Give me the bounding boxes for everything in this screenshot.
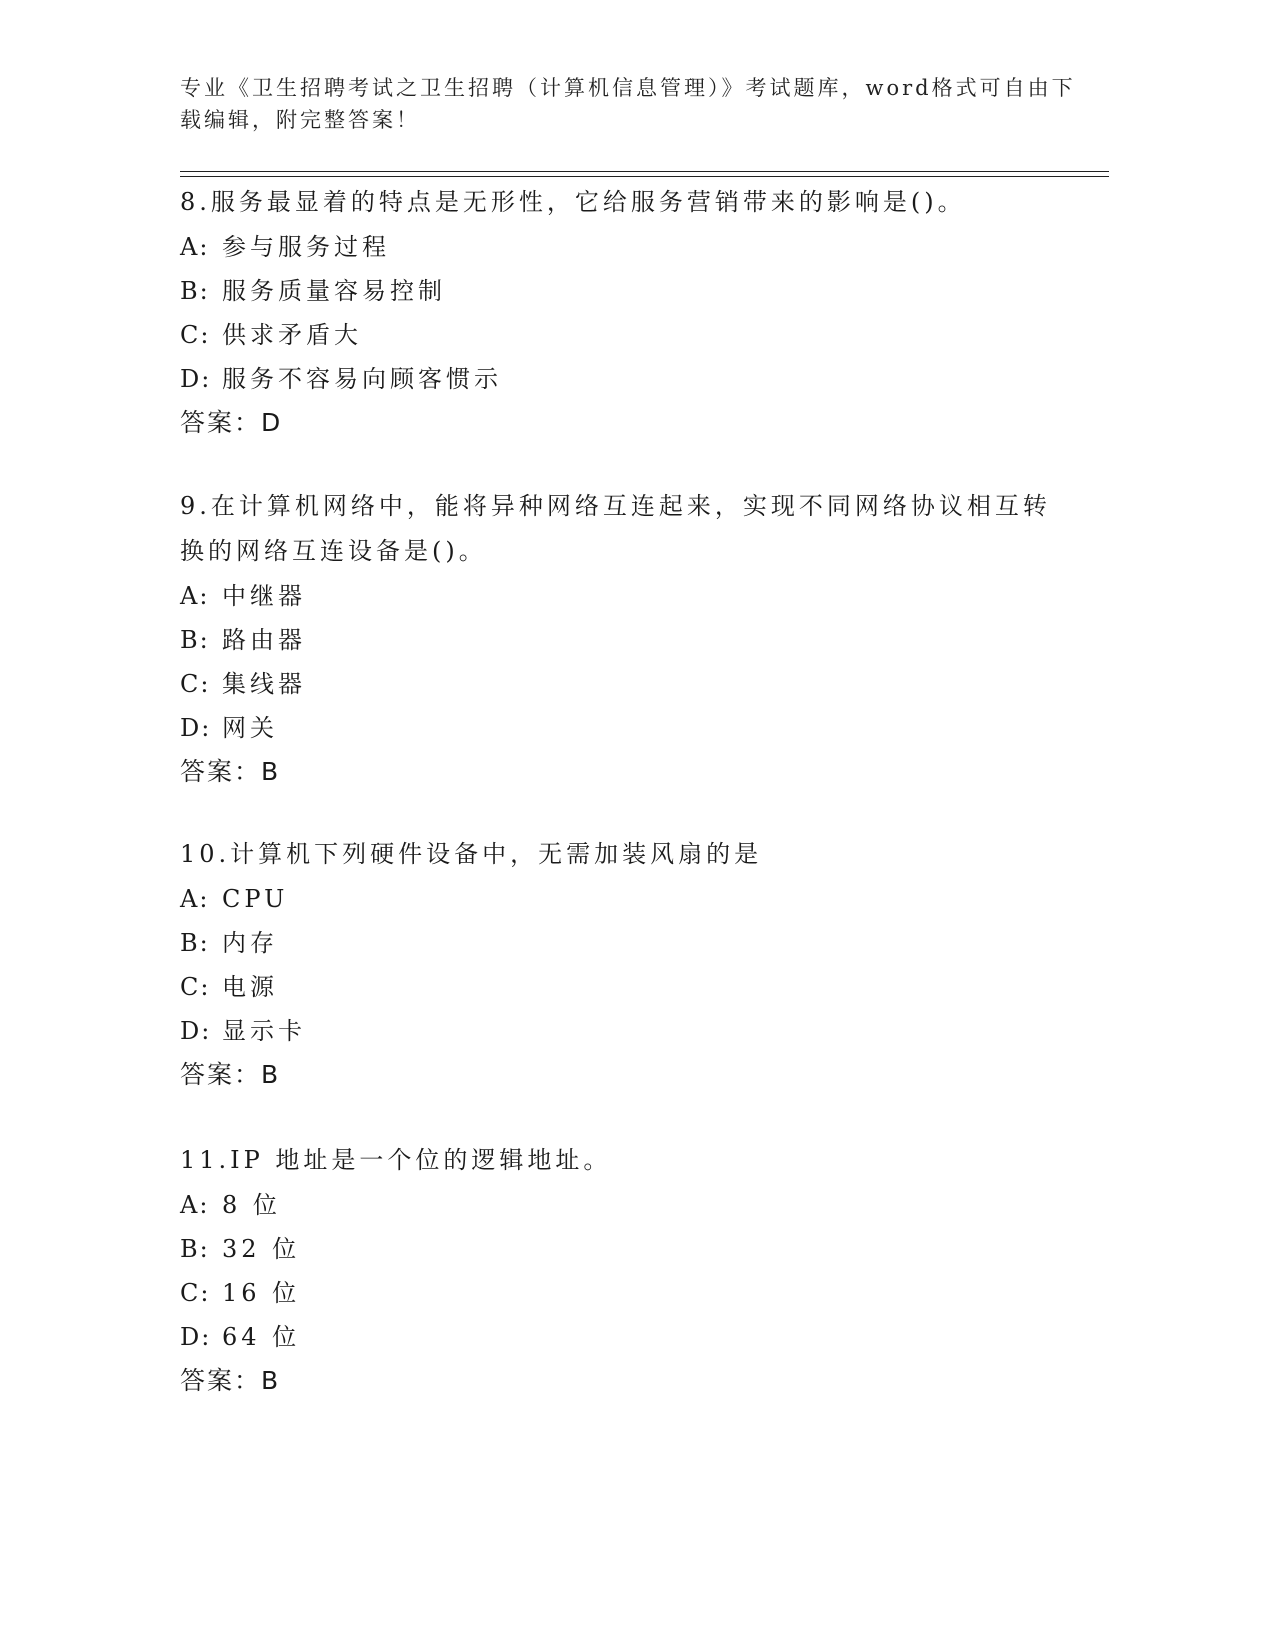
header-divider-bottom [180, 176, 1109, 177]
option-d [180, 706, 1060, 750]
option-text: 显示卡 [222, 1017, 306, 1045]
option-text: 网关 [222, 714, 278, 742]
option-letter: C: [180, 1279, 211, 1307]
option-b [180, 618, 1060, 662]
answer-line: 答案：B [180, 1366, 281, 1395]
option-letter: B: [180, 626, 210, 654]
option-letter: A: [180, 233, 210, 261]
option-c [180, 965, 1060, 1009]
option-a [180, 574, 1060, 618]
option-text: 集线器 [222, 670, 306, 698]
option-text: 32 位 [222, 1235, 301, 1263]
question-11 [180, 1138, 1060, 1403]
option-text: CPU [222, 885, 289, 913]
option-b [180, 921, 1060, 965]
question-stem: 8.服务最显着的特点是无形性，它给服务营销带来的影响是()。 [180, 188, 966, 216]
option-a [180, 1183, 1060, 1227]
answer-line: 答案：B [180, 1060, 281, 1089]
question-8 [180, 180, 1060, 445]
question-stem: 9.在计算机网络中，能将异种网络互连起来，实现不同网络协议相互转换的网络互连设备是()。 [180, 492, 1051, 565]
question-10 [180, 832, 1060, 1097]
option-text: 中继器 [222, 582, 306, 610]
option-text: 64 位 [222, 1323, 301, 1351]
answer-line: 答案：B [180, 757, 281, 786]
option-text: 16 位 [222, 1279, 301, 1307]
option-letter: B: [180, 1235, 210, 1263]
option-c [180, 662, 1060, 706]
option-text: 8 位 [222, 1191, 281, 1219]
answer-line: 答案：D [180, 408, 283, 437]
question-stem: 11.IP 地址是一个位的逻辑地址。 [180, 1146, 612, 1174]
document-header: 专业《卫生招聘考试之卫生招聘（计算机信息管理）》考试题库，word格式可自由下载编辑，附完整答案！ [180, 76, 1076, 132]
option-letter: C: [180, 670, 211, 698]
option-letter: A: [180, 885, 210, 913]
option-letter: D: [180, 1323, 212, 1351]
option-text: 供求矛盾大 [222, 321, 362, 349]
option-letter: D: [180, 714, 212, 742]
option-text: 服务不容易向顾客惯示 [222, 365, 502, 393]
option-letter: B: [180, 277, 210, 305]
option-d [180, 1315, 1060, 1359]
option-c [180, 1271, 1060, 1315]
option-text: 参与服务过程 [222, 233, 390, 261]
option-text: 内存 [222, 929, 278, 957]
option-letter: D: [180, 365, 212, 393]
option-letter: A: [180, 582, 210, 610]
question-9 [180, 484, 1060, 794]
option-letter: C: [180, 973, 211, 1001]
option-letter: A: [180, 1191, 210, 1219]
option-letter: B: [180, 929, 210, 957]
question-stem: 10.计算机下列硬件设备中，无需加装风扇的是 [180, 840, 763, 868]
option-d [180, 357, 1060, 401]
option-text: 路由器 [222, 626, 306, 654]
option-text: 电源 [222, 973, 278, 1001]
option-a [180, 877, 1060, 921]
option-text: 服务质量容易控制 [222, 277, 446, 305]
option-a [180, 225, 1060, 269]
option-letter: D: [180, 1017, 212, 1045]
option-b [180, 1227, 1060, 1271]
option-letter: C: [180, 321, 211, 349]
header-divider-top [180, 171, 1109, 172]
option-b [180, 269, 1060, 313]
option-d [180, 1009, 1060, 1053]
option-c [180, 313, 1060, 357]
